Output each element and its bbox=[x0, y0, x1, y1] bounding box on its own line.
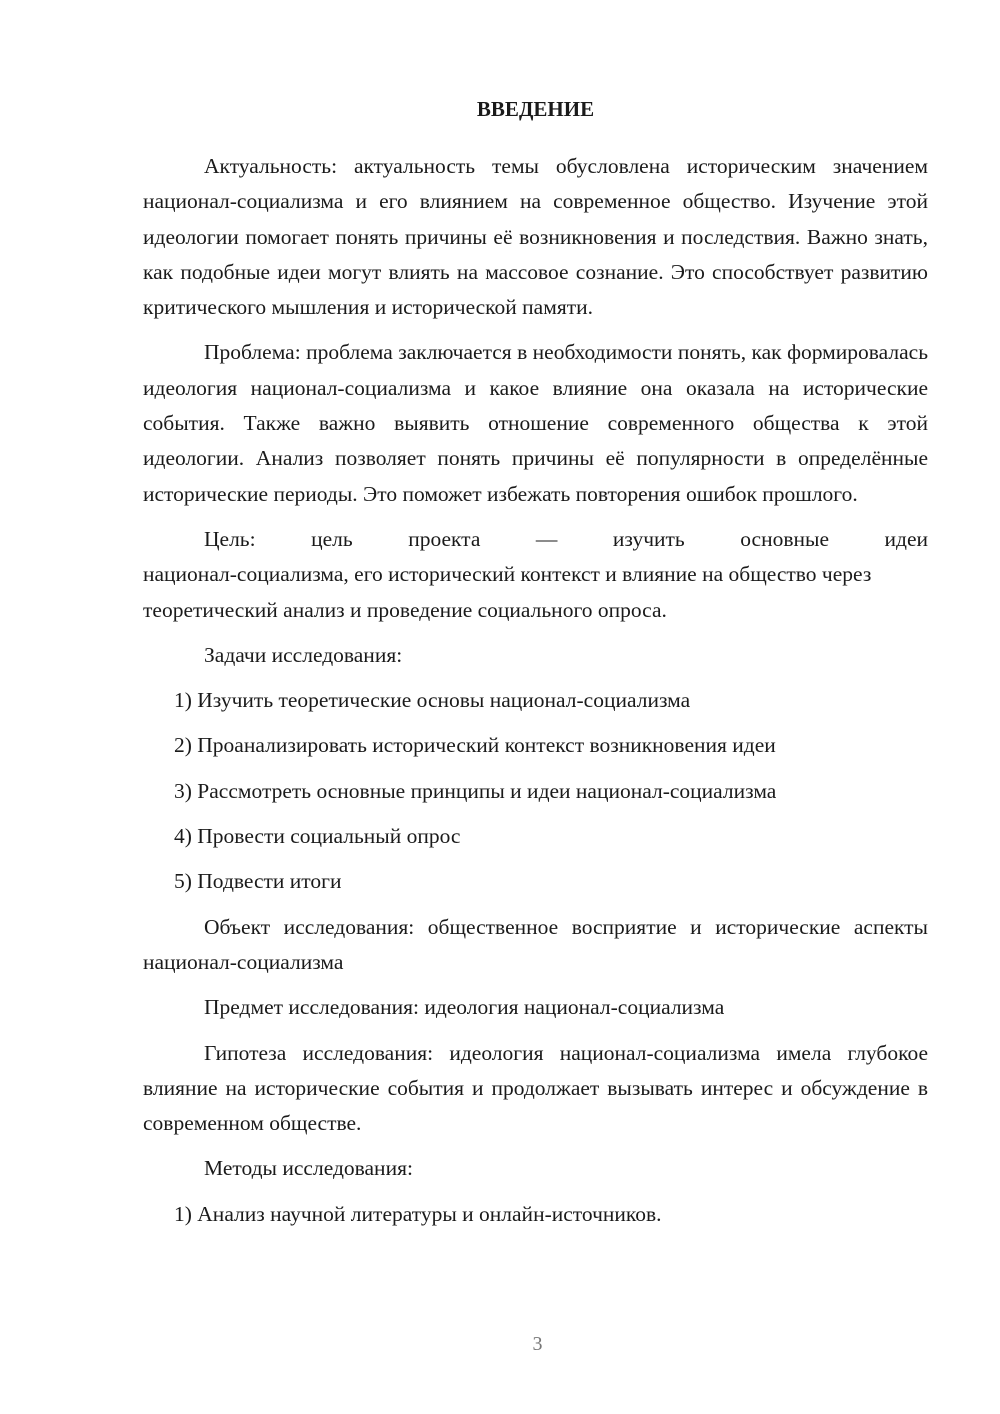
page-number: 3 bbox=[532, 1333, 543, 1355]
document-page bbox=[143, 92, 928, 1242]
problem-paragraph: Проблема: проблема заключается в необходимости понять, как формировалась идеология национал-социализма и какое влияние она оказала на исторические события. Также важно выявить отношение современного общества к этой идеологии. Анализ позволяет понять причины её популярности в определённые исторические периоды. Это поможет избежать повторения ошибок прошлого. bbox=[143, 340, 928, 506]
task-item: 2) Проанализировать исторический контекст возникновения идеи bbox=[174, 733, 776, 758]
methods-heading: Методы исследования: bbox=[204, 1156, 413, 1181]
section-title: ВВЕДЕНИЕ bbox=[476, 97, 595, 121]
task-item: 3) Рассмотреть основные принципы и идеи национал-социализма bbox=[174, 778, 777, 803]
method-item: 1) Анализ научной литературы и онлайн-источников. bbox=[174, 1201, 662, 1226]
subject-paragraph: Предмет исследования: идеология национал-социализма bbox=[204, 995, 725, 1020]
goal-paragraph-rest: национал-социализма, его исторический контекст и влияние на общество через теоретический анализ и проведение социального опроса. bbox=[143, 562, 872, 622]
tasks-heading: Задачи исследования: bbox=[204, 642, 403, 667]
task-item: 5) Подвести итоги bbox=[174, 869, 342, 894]
object-paragraph: Объект исследования: общественное восприятие и исторические аспекты национал-социализма bbox=[143, 914, 928, 974]
task-item: 1) Изучить теоретические основы национал-социализма bbox=[174, 688, 691, 713]
relevance-paragraph: Актуальность: актуальность темы обусловлена историческим значением национал-социализма и его влиянием на современное общество. Изучение этой идеологии помогает понять причины её возникновения и последствия. Важно знать, как подобные идеи могут влиять на массовое сознание. Это способствует развитию критического мышления и исторической памяти. bbox=[143, 154, 928, 320]
task-item: 4) Провести социальный опрос bbox=[174, 824, 461, 849]
goal-paragraph-first-line: Цель: цель проекта — изучить основные идеи bbox=[204, 526, 928, 551]
hypothesis-paragraph: Гипотеза исследования: идеология национал-социализма имела глубокое влияние на исторические события и продолжает вызывать интерес и обсуждение в современном обществе. bbox=[143, 1040, 928, 1136]
